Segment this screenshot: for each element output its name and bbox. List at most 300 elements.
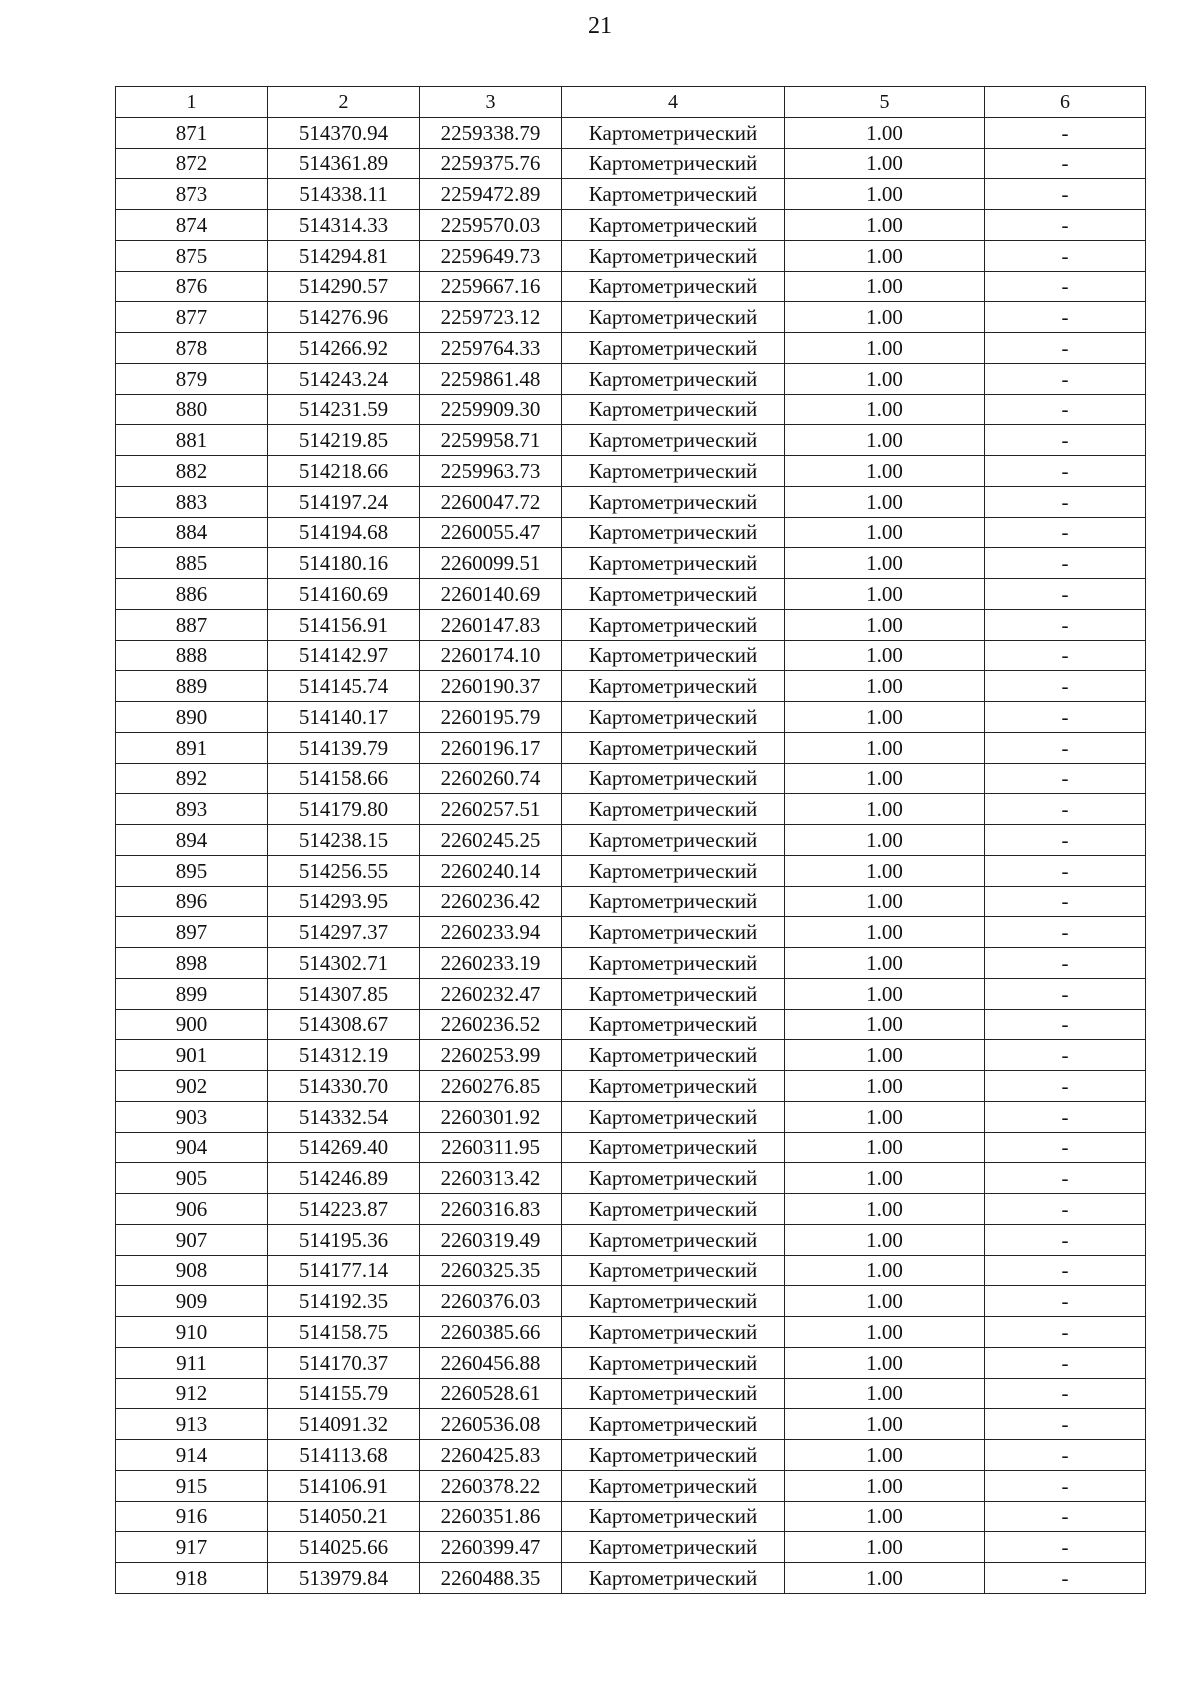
accuracy-cell: 1.00 [785, 548, 985, 579]
point-number-cell: 885 [116, 548, 268, 579]
header-cell-5: 5 [785, 87, 985, 118]
description-cell: - [985, 825, 1146, 856]
y-coordinate-cell: 2260196.17 [420, 732, 562, 763]
method-cell: Картометрический [562, 210, 785, 241]
table-row [116, 363, 1146, 394]
y-coordinate-cell: 2260319.49 [420, 1224, 562, 1255]
description-cell: - [985, 640, 1146, 671]
method-cell: Картометрический [562, 855, 785, 886]
y-coordinate-cell: 2260399.47 [420, 1532, 562, 1563]
x-coordinate-cell: 514314.33 [268, 210, 420, 241]
x-coordinate-cell: 514156.91 [268, 609, 420, 640]
accuracy-cell: 1.00 [785, 763, 985, 794]
method-cell: Картометрический [562, 794, 785, 825]
x-coordinate-cell: 514307.85 [268, 978, 420, 1009]
y-coordinate-cell: 2260351.86 [420, 1501, 562, 1532]
x-coordinate-cell: 514361.89 [268, 148, 420, 179]
accuracy-cell: 1.00 [785, 1040, 985, 1071]
method-cell: Картометрический [562, 825, 785, 856]
description-cell: - [985, 1563, 1146, 1594]
x-coordinate-cell: 514219.85 [268, 425, 420, 456]
method-cell: Картометрический [562, 1286, 785, 1317]
method-cell: Картометрический [562, 117, 785, 148]
point-number-cell: 894 [116, 825, 268, 856]
accuracy-cell: 1.00 [785, 148, 985, 179]
y-coordinate-cell: 2260233.94 [420, 917, 562, 948]
x-coordinate-cell: 514294.81 [268, 240, 420, 271]
point-number-cell: 889 [116, 671, 268, 702]
point-number-cell: 901 [116, 1040, 268, 1071]
method-cell: Картометрический [562, 179, 785, 210]
table-row [116, 702, 1146, 733]
accuracy-cell: 1.00 [785, 210, 985, 241]
table-row [116, 671, 1146, 702]
accuracy-cell: 1.00 [785, 609, 985, 640]
point-number-cell: 903 [116, 1101, 268, 1132]
point-number-cell: 896 [116, 886, 268, 917]
header-cell-4: 4 [562, 87, 785, 118]
y-coordinate-cell: 2260240.14 [420, 855, 562, 886]
point-number-cell: 874 [116, 210, 268, 241]
description-cell: - [985, 1470, 1146, 1501]
accuracy-cell: 1.00 [785, 671, 985, 702]
y-coordinate-cell: 2260190.37 [420, 671, 562, 702]
x-coordinate-cell: 514330.70 [268, 1071, 420, 1102]
y-coordinate-cell: 2260174.10 [420, 640, 562, 671]
y-coordinate-cell: 2259764.33 [420, 333, 562, 364]
table-row [116, 732, 1146, 763]
point-number-cell: 911 [116, 1347, 268, 1378]
description-cell: - [985, 1132, 1146, 1163]
accuracy-cell: 1.00 [785, 240, 985, 271]
x-coordinate-cell: 514194.68 [268, 517, 420, 548]
accuracy-cell: 1.00 [785, 271, 985, 302]
method-cell: Картометрический [562, 1501, 785, 1532]
table-row [116, 1163, 1146, 1194]
description-cell: - [985, 148, 1146, 179]
table-row [116, 117, 1146, 148]
method-cell: Картометрический [562, 1440, 785, 1471]
y-coordinate-cell: 2259909.30 [420, 394, 562, 425]
description-cell: - [985, 394, 1146, 425]
y-coordinate-cell: 2260236.42 [420, 886, 562, 917]
y-coordinate-cell: 2260378.22 [420, 1470, 562, 1501]
y-coordinate-cell: 2259963.73 [420, 456, 562, 487]
x-coordinate-cell: 514276.96 [268, 302, 420, 333]
accuracy-cell: 1.00 [785, 1286, 985, 1317]
point-number-cell: 902 [116, 1071, 268, 1102]
description-cell: - [985, 1101, 1146, 1132]
point-number-cell: 891 [116, 732, 268, 763]
table-row [116, 794, 1146, 825]
accuracy-cell: 1.00 [785, 1132, 985, 1163]
method-cell: Картометрический [562, 948, 785, 979]
method-cell: Картометрический [562, 1378, 785, 1409]
point-number-cell: 881 [116, 425, 268, 456]
description-cell: - [985, 579, 1146, 610]
x-coordinate-cell: 514158.75 [268, 1317, 420, 1348]
x-coordinate-cell: 514177.14 [268, 1255, 420, 1286]
header-cell-2: 2 [268, 87, 420, 118]
accuracy-cell: 1.00 [785, 117, 985, 148]
accuracy-cell: 1.00 [785, 1501, 985, 1532]
point-number-cell: 906 [116, 1194, 268, 1225]
y-coordinate-cell: 2260099.51 [420, 548, 562, 579]
x-coordinate-cell: 514160.69 [268, 579, 420, 610]
x-coordinate-cell: 514243.24 [268, 363, 420, 394]
description-cell: - [985, 1255, 1146, 1286]
x-coordinate-cell: 514170.37 [268, 1347, 420, 1378]
x-coordinate-cell: 514050.21 [268, 1501, 420, 1532]
y-coordinate-cell: 2260195.79 [420, 702, 562, 733]
method-cell: Картометрический [562, 1040, 785, 1071]
table-row [116, 763, 1146, 794]
x-coordinate-cell: 514256.55 [268, 855, 420, 886]
description-cell: - [985, 671, 1146, 702]
method-cell: Картометрический [562, 394, 785, 425]
accuracy-cell: 1.00 [785, 1317, 985, 1348]
method-cell: Картометрический [562, 1563, 785, 1594]
table-row [116, 1347, 1146, 1378]
y-coordinate-cell: 2260425.83 [420, 1440, 562, 1471]
x-coordinate-cell: 514332.54 [268, 1101, 420, 1132]
point-number-cell: 914 [116, 1440, 268, 1471]
y-coordinate-cell: 2260233.19 [420, 948, 562, 979]
point-number-cell: 886 [116, 579, 268, 610]
description-cell: - [985, 117, 1146, 148]
table-row [116, 1378, 1146, 1409]
method-cell: Картометрический [562, 1194, 785, 1225]
accuracy-cell: 1.00 [785, 1532, 985, 1563]
table-row [116, 579, 1146, 610]
y-coordinate-cell: 2260313.42 [420, 1163, 562, 1194]
accuracy-cell: 1.00 [785, 1255, 985, 1286]
accuracy-cell: 1.00 [785, 425, 985, 456]
x-coordinate-cell: 514106.91 [268, 1470, 420, 1501]
header-cell-3: 3 [420, 87, 562, 118]
point-number-cell: 907 [116, 1224, 268, 1255]
description-cell: - [985, 917, 1146, 948]
coordinates-table [115, 86, 1146, 1594]
table-row [116, 1255, 1146, 1286]
point-number-cell: 879 [116, 363, 268, 394]
x-coordinate-cell: 514179.80 [268, 794, 420, 825]
y-coordinate-cell: 2259570.03 [420, 210, 562, 241]
table-row [116, 1071, 1146, 1102]
x-coordinate-cell: 514269.40 [268, 1132, 420, 1163]
table-row [116, 179, 1146, 210]
point-number-cell: 918 [116, 1563, 268, 1594]
x-coordinate-cell: 514113.68 [268, 1440, 420, 1471]
description-cell: - [985, 517, 1146, 548]
point-number-cell: 909 [116, 1286, 268, 1317]
description-cell: - [985, 1040, 1146, 1071]
method-cell: Картометрический [562, 671, 785, 702]
table-row [116, 825, 1146, 856]
y-coordinate-cell: 2260325.35 [420, 1255, 562, 1286]
accuracy-cell: 1.00 [785, 302, 985, 333]
method-cell: Картометрический [562, 732, 785, 763]
table-row [116, 333, 1146, 364]
y-coordinate-cell: 2260140.69 [420, 579, 562, 610]
table-row [116, 148, 1146, 179]
table-row [116, 917, 1146, 948]
y-coordinate-cell: 2260488.35 [420, 1563, 562, 1594]
accuracy-cell: 1.00 [785, 1224, 985, 1255]
table-row [116, 978, 1146, 1009]
point-number-cell: 890 [116, 702, 268, 733]
table-row [116, 1101, 1146, 1132]
table-row [116, 456, 1146, 487]
point-number-cell: 875 [116, 240, 268, 271]
y-coordinate-cell: 2259375.76 [420, 148, 562, 179]
x-coordinate-cell: 514223.87 [268, 1194, 420, 1225]
x-coordinate-cell: 514142.97 [268, 640, 420, 671]
method-cell: Картометрический [562, 1532, 785, 1563]
method-cell: Картометрический [562, 609, 785, 640]
description-cell: - [985, 271, 1146, 302]
description-cell: - [985, 548, 1146, 579]
accuracy-cell: 1.00 [785, 1409, 985, 1440]
description-cell: - [985, 210, 1146, 241]
accuracy-cell: 1.00 [785, 732, 985, 763]
description-cell: - [985, 855, 1146, 886]
x-coordinate-cell: 514308.67 [268, 1009, 420, 1040]
table-row [116, 1009, 1146, 1040]
y-coordinate-cell: 2260232.47 [420, 978, 562, 1009]
method-cell: Картометрический [562, 333, 785, 364]
x-coordinate-cell: 514140.17 [268, 702, 420, 733]
y-coordinate-cell: 2260260.74 [420, 763, 562, 794]
accuracy-cell: 1.00 [785, 794, 985, 825]
description-cell: - [985, 1286, 1146, 1317]
table-row [116, 948, 1146, 979]
accuracy-cell: 1.00 [785, 1347, 985, 1378]
y-coordinate-cell: 2260253.99 [420, 1040, 562, 1071]
point-number-cell: 897 [116, 917, 268, 948]
method-cell: Картометрический [562, 640, 785, 671]
table-row [116, 1317, 1146, 1348]
method-cell: Картометрический [562, 1132, 785, 1163]
accuracy-cell: 1.00 [785, 1563, 985, 1594]
point-number-cell: 917 [116, 1532, 268, 1563]
description-cell: - [985, 302, 1146, 333]
table-row [116, 394, 1146, 425]
description-cell: - [985, 1163, 1146, 1194]
description-cell: - [985, 179, 1146, 210]
x-coordinate-cell: 514297.37 [268, 917, 420, 948]
accuracy-cell: 1.00 [785, 886, 985, 917]
description-cell: - [985, 425, 1146, 456]
x-coordinate-cell: 514218.66 [268, 456, 420, 487]
description-cell: - [985, 1501, 1146, 1532]
y-coordinate-cell: 2260528.61 [420, 1378, 562, 1409]
y-coordinate-cell: 2260257.51 [420, 794, 562, 825]
description-cell: - [985, 363, 1146, 394]
description-cell: - [985, 702, 1146, 733]
method-cell: Картометрический [562, 302, 785, 333]
x-coordinate-cell: 514139.79 [268, 732, 420, 763]
description-cell: - [985, 763, 1146, 794]
accuracy-cell: 1.00 [785, 1194, 985, 1225]
accuracy-cell: 1.00 [785, 579, 985, 610]
x-coordinate-cell: 514180.16 [268, 548, 420, 579]
table-row [116, 1563, 1146, 1594]
point-number-cell: 904 [116, 1132, 268, 1163]
description-cell: - [985, 794, 1146, 825]
x-coordinate-cell: 514370.94 [268, 117, 420, 148]
point-number-cell: 898 [116, 948, 268, 979]
accuracy-cell: 1.00 [785, 917, 985, 948]
method-cell: Картометрический [562, 763, 785, 794]
x-coordinate-cell: 514192.35 [268, 1286, 420, 1317]
method-cell: Картометрический [562, 1347, 785, 1378]
x-coordinate-cell: 514025.66 [268, 1532, 420, 1563]
description-cell: - [985, 1440, 1146, 1471]
accuracy-cell: 1.00 [785, 1440, 985, 1471]
table-row [116, 1440, 1146, 1471]
y-coordinate-cell: 2260245.25 [420, 825, 562, 856]
table-row [116, 886, 1146, 917]
method-cell: Картометрический [562, 1163, 785, 1194]
table-row [116, 548, 1146, 579]
description-cell: - [985, 1378, 1146, 1409]
point-number-cell: 900 [116, 1009, 268, 1040]
method-cell: Картометрический [562, 1224, 785, 1255]
x-coordinate-cell: 514338.11 [268, 179, 420, 210]
table-row [116, 1040, 1146, 1071]
method-cell: Картометрический [562, 1071, 785, 1102]
point-number-cell: 912 [116, 1378, 268, 1409]
description-cell: - [985, 978, 1146, 1009]
accuracy-cell: 1.00 [785, 456, 985, 487]
table-row [116, 609, 1146, 640]
x-coordinate-cell: 513979.84 [268, 1563, 420, 1594]
y-coordinate-cell: 2260376.03 [420, 1286, 562, 1317]
description-cell: - [985, 732, 1146, 763]
table-body [116, 117, 1146, 1593]
table-row [116, 486, 1146, 517]
y-coordinate-cell: 2259667.16 [420, 271, 562, 302]
table-header [116, 87, 1146, 118]
y-coordinate-cell: 2259723.12 [420, 302, 562, 333]
y-coordinate-cell: 2260456.88 [420, 1347, 562, 1378]
accuracy-cell: 1.00 [785, 1470, 985, 1501]
point-number-cell: 905 [116, 1163, 268, 1194]
description-cell: - [985, 333, 1146, 364]
description-cell: - [985, 240, 1146, 271]
method-cell: Картометрический [562, 456, 785, 487]
header-cell-6: 6 [985, 87, 1146, 118]
y-coordinate-cell: 2260385.66 [420, 1317, 562, 1348]
y-coordinate-cell: 2260276.85 [420, 1071, 562, 1102]
point-number-cell: 893 [116, 794, 268, 825]
accuracy-cell: 1.00 [785, 1101, 985, 1132]
x-coordinate-cell: 514290.57 [268, 271, 420, 302]
accuracy-cell: 1.00 [785, 394, 985, 425]
description-cell: - [985, 486, 1146, 517]
point-number-cell: 884 [116, 517, 268, 548]
point-number-cell: 871 [116, 117, 268, 148]
y-coordinate-cell: 2260301.92 [420, 1101, 562, 1132]
description-cell: - [985, 1317, 1146, 1348]
point-number-cell: 882 [116, 456, 268, 487]
description-cell: - [985, 609, 1146, 640]
accuracy-cell: 1.00 [785, 948, 985, 979]
x-coordinate-cell: 514197.24 [268, 486, 420, 517]
point-number-cell: 883 [116, 486, 268, 517]
method-cell: Картометрический [562, 363, 785, 394]
point-number-cell: 892 [116, 763, 268, 794]
description-cell: - [985, 1071, 1146, 1102]
point-number-cell: 913 [116, 1409, 268, 1440]
x-coordinate-cell: 514091.32 [268, 1409, 420, 1440]
table-row [116, 1224, 1146, 1255]
table-row [116, 1132, 1146, 1163]
header-row [116, 87, 1146, 118]
accuracy-cell: 1.00 [785, 1163, 985, 1194]
y-coordinate-cell: 2260311.95 [420, 1132, 562, 1163]
page-number: 21 [588, 13, 612, 39]
x-coordinate-cell: 514195.36 [268, 1224, 420, 1255]
point-number-cell: 899 [116, 978, 268, 1009]
accuracy-cell: 1.00 [785, 1009, 985, 1040]
accuracy-cell: 1.00 [785, 486, 985, 517]
method-cell: Картометрический [562, 486, 785, 517]
method-cell: Картометрический [562, 548, 785, 579]
accuracy-cell: 1.00 [785, 640, 985, 671]
point-number-cell: 895 [116, 855, 268, 886]
table-row [116, 1501, 1146, 1532]
accuracy-cell: 1.00 [785, 517, 985, 548]
description-cell: - [985, 1009, 1146, 1040]
method-cell: Картометрический [562, 917, 785, 948]
table-row [116, 425, 1146, 456]
y-coordinate-cell: 2259338.79 [420, 117, 562, 148]
y-coordinate-cell: 2260236.52 [420, 1009, 562, 1040]
method-cell: Картометрический [562, 886, 785, 917]
y-coordinate-cell: 2260147.83 [420, 609, 562, 640]
point-number-cell: 916 [116, 1501, 268, 1532]
accuracy-cell: 1.00 [785, 702, 985, 733]
table-row [116, 1532, 1146, 1563]
accuracy-cell: 1.00 [785, 855, 985, 886]
method-cell: Картометрический [562, 1101, 785, 1132]
x-coordinate-cell: 514155.79 [268, 1378, 420, 1409]
header-cell-1: 1 [116, 87, 268, 118]
accuracy-cell: 1.00 [785, 978, 985, 1009]
y-coordinate-cell: 2259958.71 [420, 425, 562, 456]
y-coordinate-cell: 2259472.89 [420, 179, 562, 210]
accuracy-cell: 1.00 [785, 1071, 985, 1102]
point-number-cell: 910 [116, 1317, 268, 1348]
method-cell: Картометрический [562, 148, 785, 179]
y-coordinate-cell: 2260536.08 [420, 1409, 562, 1440]
table-row [116, 1470, 1146, 1501]
table-row [116, 271, 1146, 302]
x-coordinate-cell: 514246.89 [268, 1163, 420, 1194]
method-cell: Картометрический [562, 517, 785, 548]
method-cell: Картометрический [562, 1317, 785, 1348]
y-coordinate-cell: 2259861.48 [420, 363, 562, 394]
point-number-cell: 878 [116, 333, 268, 364]
description-cell: - [985, 948, 1146, 979]
point-number-cell: 880 [116, 394, 268, 425]
point-number-cell: 887 [116, 609, 268, 640]
description-cell: - [985, 1409, 1146, 1440]
accuracy-cell: 1.00 [785, 363, 985, 394]
x-coordinate-cell: 514145.74 [268, 671, 420, 702]
